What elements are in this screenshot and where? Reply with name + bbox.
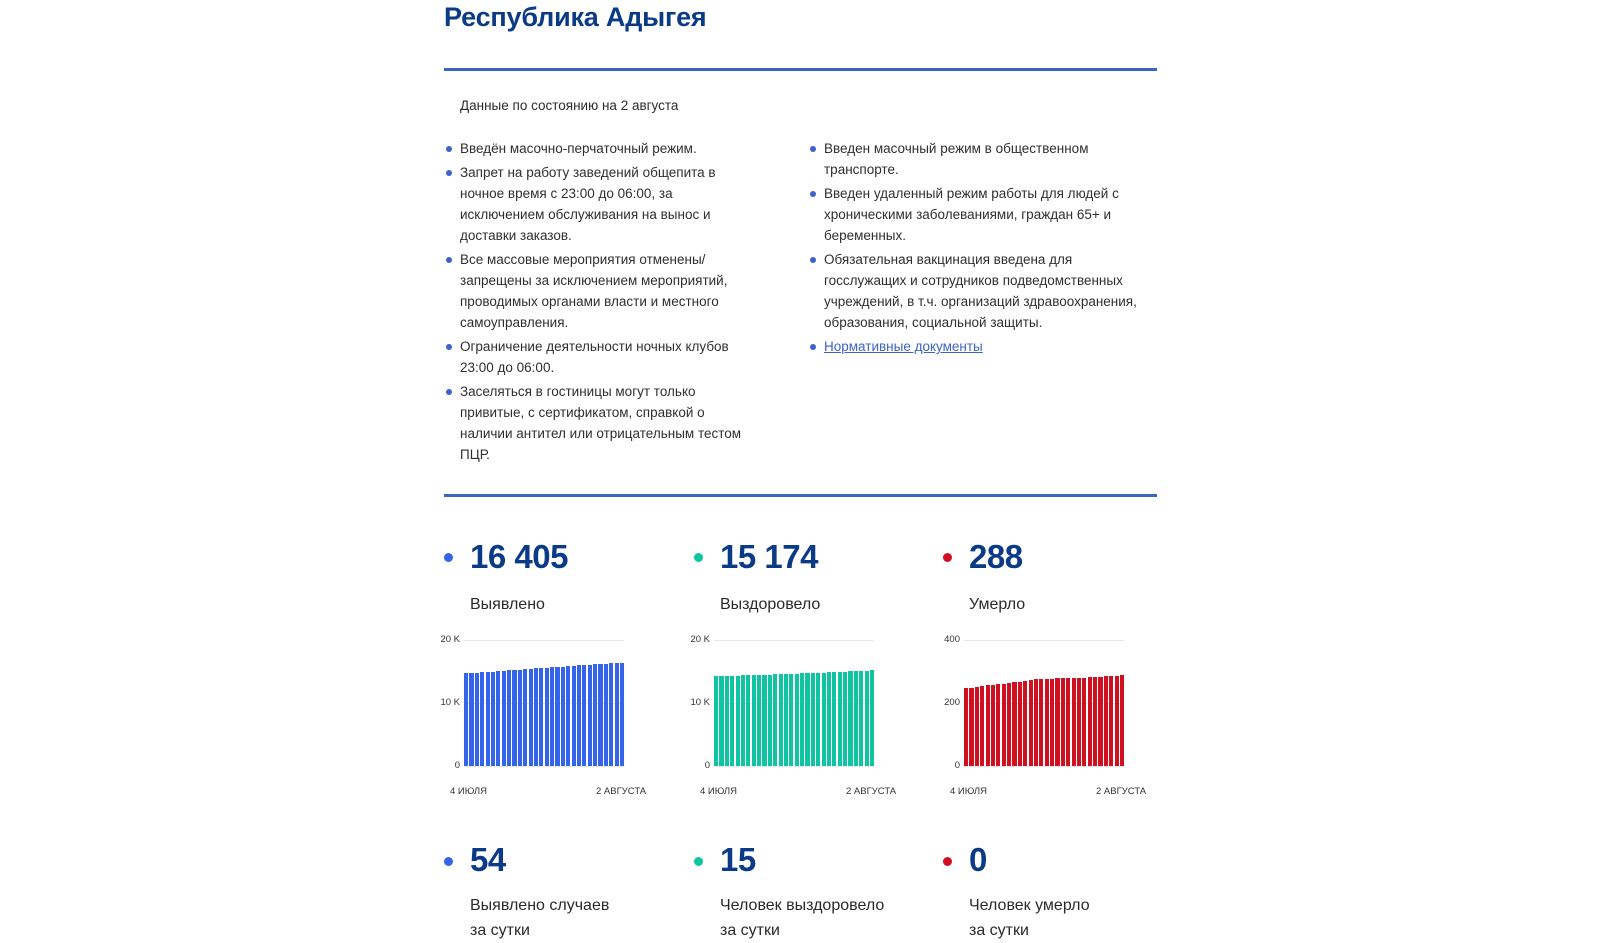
bar[interactable] — [1034, 679, 1038, 766]
restriction-item: Заселяться в гостиницы могут только привитые, с сертификатом, справкой о наличии антител или отрицательным тестом ПЦР. — [444, 381, 754, 465]
bullet-icon — [810, 191, 816, 197]
stat-label: Выявлено случаев за сутки — [470, 897, 610, 939]
bar[interactable] — [496, 671, 500, 766]
bar[interactable] — [1045, 679, 1049, 766]
divider — [444, 68, 1157, 71]
bar[interactable] — [1109, 676, 1113, 766]
bar[interactable] — [854, 671, 858, 766]
stat-value: 288 — [969, 538, 1023, 575]
bar[interactable] — [757, 675, 761, 766]
bullet-icon — [446, 146, 452, 152]
bar[interactable] — [1039, 679, 1043, 766]
y-axis-tick: 10 K — [690, 697, 710, 708]
bar[interactable] — [1061, 678, 1065, 766]
bar[interactable] — [1077, 678, 1081, 767]
bar-series — [964, 640, 1124, 766]
bar[interactable] — [464, 673, 468, 766]
bar[interactable] — [475, 673, 479, 766]
restriction-item: Введен удаленный режим работы для людей с хроническими заболеваниями, граждан 65+ и беременных. — [808, 183, 1138, 246]
bar[interactable] — [1055, 678, 1059, 766]
stat-value: 0 — [969, 841, 987, 878]
bar-series — [464, 640, 624, 766]
stat-value: 54 — [470, 841, 506, 878]
status-dot-icon — [694, 857, 703, 866]
bar[interactable] — [1002, 684, 1006, 766]
bullet-icon — [446, 170, 452, 176]
bar[interactable] — [843, 672, 847, 766]
bar[interactable] — [1029, 680, 1033, 766]
status-dot-icon — [943, 857, 952, 866]
bar[interactable] — [550, 667, 554, 766]
bar[interactable] — [980, 686, 984, 766]
as-of-date: Данные по состоянию на 2 августа — [460, 98, 679, 113]
bar[interactable] — [566, 666, 570, 766]
restriction-item: Ограничение деятельности ночных клубов 23:00 до 06:00. — [444, 336, 754, 378]
gridline — [464, 766, 624, 767]
bar[interactable] — [502, 671, 506, 766]
bar[interactable] — [736, 676, 740, 766]
bar[interactable] — [615, 663, 619, 766]
status-dot-icon — [943, 553, 952, 562]
bar[interactable] — [811, 673, 815, 766]
bar[interactable] — [1007, 683, 1011, 766]
page-title: Республика Адыгея — [444, 2, 707, 32]
stat-label: Человек умерло за сутки — [969, 897, 1090, 939]
bar[interactable] — [609, 663, 613, 766]
bar-series — [714, 640, 874, 766]
bar[interactable] — [1082, 678, 1086, 767]
x-axis-end-label: 2 АВГУСТА — [596, 786, 647, 797]
bar[interactable] — [859, 671, 863, 766]
divider — [444, 494, 1157, 497]
bar[interactable] — [719, 676, 723, 766]
bar[interactable] — [1115, 676, 1119, 766]
bar[interactable] — [523, 669, 527, 766]
restriction-item: Запрет на работу заведений общепита в ночное время с 23:00 до 06:00, за исключением обслуживания на вынос и доставки заказов. — [444, 162, 754, 246]
bar[interactable] — [1098, 677, 1102, 766]
y-axis-tick: 20 K — [690, 634, 710, 645]
x-axis-start-label: 4 ИЮЛЯ — [700, 786, 738, 797]
bar[interactable] — [730, 676, 734, 766]
stat-value: 15 — [720, 841, 756, 878]
status-dot-icon — [444, 553, 453, 562]
y-axis-tick: 0 — [704, 760, 710, 771]
bar[interactable] — [534, 668, 538, 766]
bar[interactable] — [768, 675, 772, 766]
bar[interactable] — [725, 676, 729, 766]
bar[interactable] — [561, 667, 565, 766]
status-dot-icon — [444, 857, 453, 866]
bar[interactable] — [518, 670, 522, 766]
bullet-icon — [810, 146, 816, 152]
bar[interactable] — [539, 668, 543, 766]
stat-label: Умерло — [969, 596, 1026, 613]
regulatory-documents-link[interactable]: Нормативные документы — [824, 339, 983, 354]
bar[interactable] — [1012, 682, 1016, 766]
bar[interactable] — [838, 672, 842, 766]
restriction-item: Введен масочный режим в общественном транспорте. — [808, 138, 1138, 180]
bar[interactable] — [986, 685, 990, 766]
bar[interactable] — [577, 665, 581, 766]
bar[interactable] — [975, 687, 979, 766]
bar[interactable] — [784, 674, 788, 766]
bar[interactable] — [604, 664, 608, 766]
bar[interactable] — [545, 668, 549, 766]
bar[interactable] — [865, 671, 869, 766]
chart-detected[interactable] — [436, 636, 656, 796]
gridline — [964, 766, 1124, 767]
y-axis-tick: 200 — [944, 697, 960, 708]
bar[interactable] — [555, 667, 559, 766]
stat-label: Человек выздоровело за сутки — [720, 897, 885, 939]
bar[interactable] — [1104, 676, 1108, 766]
bar[interactable] — [714, 676, 718, 766]
bullet-icon — [446, 257, 452, 263]
stat-value: 16 405 — [470, 538, 568, 575]
bar[interactable] — [1066, 678, 1070, 766]
bar[interactable] — [848, 671, 852, 766]
x-axis-start-label: 4 ИЮЛЯ — [950, 786, 988, 797]
bar[interactable] — [1018, 682, 1022, 766]
bar[interactable] — [789, 674, 793, 766]
bar[interactable] — [870, 670, 874, 766]
bar[interactable] — [805, 673, 809, 766]
y-axis-tick: 0 — [954, 760, 960, 771]
bar[interactable] — [588, 665, 592, 766]
bar[interactable] — [491, 672, 495, 767]
restrictions-left — [444, 138, 754, 468]
bar[interactable] — [832, 672, 836, 766]
bar[interactable] — [827, 672, 831, 766]
bar[interactable] — [816, 673, 820, 766]
bar[interactable] — [773, 674, 777, 766]
chart-deaths[interactable] — [936, 636, 1156, 796]
bullet-icon — [446, 389, 452, 395]
bar[interactable] — [572, 666, 576, 766]
restriction-item — [808, 336, 1138, 357]
gridline — [714, 766, 874, 767]
bar[interactable] — [507, 670, 511, 766]
bar[interactable] — [991, 685, 995, 766]
bullet-icon — [810, 257, 816, 263]
bar[interactable] — [996, 684, 1000, 766]
x-axis-start-label: 4 ИЮЛЯ — [450, 786, 488, 797]
y-axis-tick: 400 — [944, 634, 960, 645]
y-axis-tick: 20 K — [440, 634, 460, 645]
restriction-item: Обязательная вакцинация введена для госслужащих и сотрудников подведомственных учреждений, в т.ч. организаций здравоохранения, образования, социальной защиты. — [808, 249, 1138, 333]
bar[interactable] — [512, 670, 516, 766]
bar[interactable] — [741, 675, 745, 766]
bullet-icon — [810, 344, 816, 350]
bar[interactable] — [752, 675, 756, 766]
stat-value: 15 174 — [720, 538, 818, 575]
stat-label: Выздоровело — [720, 596, 821, 613]
restriction-item: Введён масочно-перчаточный режим. — [444, 138, 754, 159]
bar[interactable] — [529, 669, 533, 766]
bar[interactable] — [1120, 675, 1124, 766]
bar[interactable] — [746, 675, 750, 766]
bar[interactable] — [1093, 677, 1097, 766]
bar[interactable] — [800, 673, 804, 766]
bar[interactable] — [469, 673, 473, 766]
status-dot-icon — [694, 553, 703, 562]
y-axis-tick: 0 — [454, 760, 460, 771]
stat-label: Выявлено — [470, 596, 545, 613]
bar[interactable] — [582, 665, 586, 766]
restriction-item: Все массовые мероприятия отменены/ запрещены за исключением мероприятий, проводимых органами власти и местного самоуправления. — [444, 249, 754, 333]
restrictions-right — [808, 138, 1138, 360]
bar[interactable] — [593, 664, 597, 766]
bullet-icon — [446, 344, 452, 350]
bar[interactable] — [598, 664, 602, 766]
bar[interactable] — [964, 688, 968, 766]
bar[interactable] — [762, 675, 766, 766]
bar[interactable] — [1023, 681, 1027, 766]
bar[interactable] — [486, 672, 490, 766]
bar[interactable] — [1072, 678, 1076, 767]
bar[interactable] — [779, 674, 783, 766]
bar[interactable] — [620, 663, 624, 766]
bar[interactable] — [795, 674, 799, 766]
bar[interactable] — [1088, 677, 1092, 766]
bar[interactable] — [480, 672, 484, 766]
bar[interactable] — [1050, 679, 1054, 766]
bar[interactable] — [969, 688, 973, 766]
x-axis-end-label: 2 АВГУСТА — [846, 786, 897, 797]
y-axis-tick: 10 K — [440, 697, 460, 708]
bar[interactable] — [822, 673, 826, 766]
chart-recovered[interactable] — [686, 636, 906, 796]
x-axis-end-label: 2 АВГУСТА — [1096, 786, 1147, 797]
